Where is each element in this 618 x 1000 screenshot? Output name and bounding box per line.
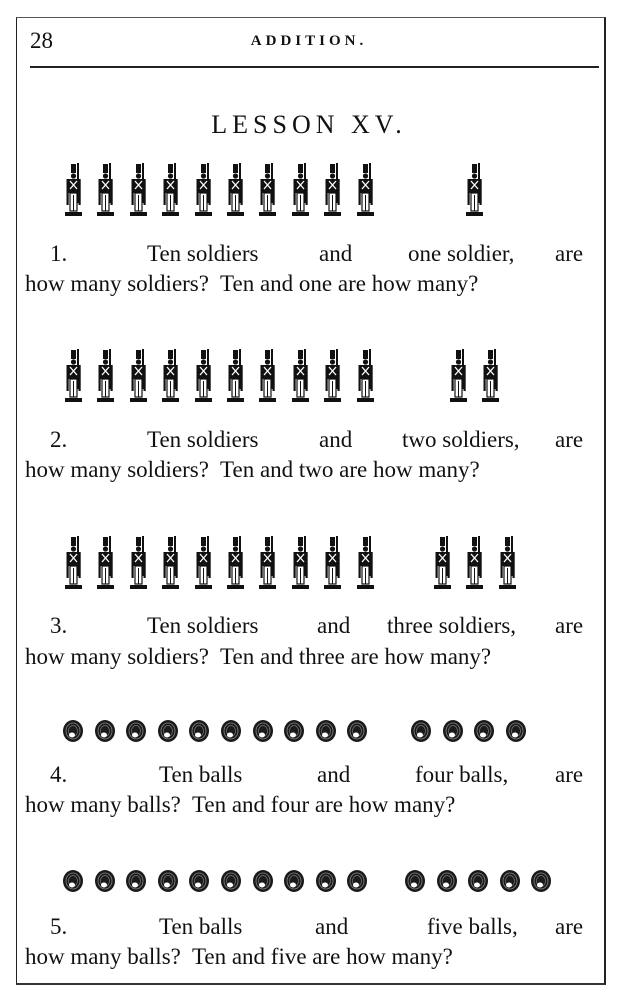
ball-icon (125, 869, 147, 893)
phrase-group-b: five balls, (427, 914, 518, 939)
ball-icon (252, 869, 274, 893)
figure-row-4 (0, 719, 618, 779)
phrase-are: are (555, 762, 584, 787)
phrase-group-a: Ten soldiers (147, 613, 259, 638)
exercise-number: 4. (50, 762, 68, 787)
ball-icon (315, 869, 337, 893)
running-title: ADDITION. (250, 33, 368, 49)
ball-icon (220, 719, 242, 743)
phrase-are: are (555, 914, 584, 939)
ball-icon (346, 869, 368, 893)
exercise-number: 3. (50, 613, 68, 638)
soldier-icon (499, 535, 517, 591)
exercise-4-line-2: how many balls? Ten and four are how many? (25, 792, 456, 817)
phrase-group-a: Ten soldiers (147, 427, 259, 452)
ball-icon (410, 719, 432, 743)
soldier-icon (227, 348, 245, 404)
phrase-and: and (319, 427, 353, 452)
ball-icon (220, 869, 242, 893)
ball-icon (125, 719, 147, 743)
exercise-3-line-2: how many soldiers? Ten and three are how many? (25, 644, 492, 669)
phrase-are: are (555, 613, 584, 638)
soldier-icon (97, 162, 115, 218)
header-rule (30, 66, 599, 68)
exercise-2-line-2: how many soldiers? Ten and two are how many? (25, 457, 480, 482)
ball-icon (94, 869, 116, 893)
soldier-icon (195, 535, 213, 591)
ball-icon (467, 869, 489, 893)
soldier-icon (130, 162, 148, 218)
exercise-number: 5. (50, 914, 68, 939)
ball-icon (157, 869, 179, 893)
ball-icon (442, 719, 464, 743)
soldier-icon (292, 348, 310, 404)
soldier-icon (195, 162, 213, 218)
phrase-group-b: three soldiers, (387, 613, 517, 638)
phrase-group-b: four balls, (415, 762, 509, 787)
ball-icon (346, 719, 368, 743)
soldier-icon (227, 535, 245, 591)
soldier-icon (65, 162, 83, 218)
phrase-and: and (317, 613, 351, 638)
phrase-group-b: one soldier, (408, 241, 515, 266)
lesson-title: LESSON XV. (211, 110, 407, 139)
ball-icon (188, 719, 210, 743)
soldier-icon (65, 535, 83, 591)
phrase-and: and (317, 762, 351, 787)
ball-icon (62, 869, 84, 893)
soldier-icon (65, 348, 83, 404)
soldier-icon (162, 535, 180, 591)
ball-icon (283, 719, 305, 743)
ball-icon (530, 869, 552, 893)
exercise-1-line-2: how many soldiers? Ten and one are how many? (25, 271, 479, 296)
phrase-group-a: Ten balls (159, 914, 243, 939)
soldier-icon (434, 535, 452, 591)
soldier-icon (292, 535, 310, 591)
soldier-icon (97, 348, 115, 404)
phrase-and: and (315, 914, 349, 939)
exercise-number: 2. (50, 427, 68, 452)
soldier-icon (324, 535, 342, 591)
page-number: 28 (30, 28, 53, 53)
soldier-icon (357, 535, 375, 591)
ball-icon (94, 719, 116, 743)
phrase-are: are (555, 241, 584, 266)
soldier-icon (130, 348, 148, 404)
ball-icon (252, 719, 274, 743)
exercise-5-line-2: how many balls? Ten and five are how many? (25, 944, 453, 969)
phrase-and: and (319, 241, 353, 266)
soldier-icon (130, 535, 148, 591)
soldier-icon (482, 348, 500, 404)
ball-icon (499, 869, 521, 893)
soldier-icon (292, 162, 310, 218)
ball-icon (188, 869, 210, 893)
ball-icon (473, 719, 495, 743)
soldier-icon (324, 348, 342, 404)
soldier-icon (357, 348, 375, 404)
ball-icon (505, 719, 527, 743)
soldier-icon (97, 535, 115, 591)
soldier-icon (466, 162, 484, 218)
figure-row-2 (0, 348, 618, 408)
ball-icon (436, 869, 458, 893)
ball-icon (283, 869, 305, 893)
soldier-icon (227, 162, 245, 218)
soldier-icon (259, 535, 277, 591)
soldier-icon (162, 348, 180, 404)
phrase-group-a: Ten balls (159, 762, 243, 787)
ball-icon (315, 719, 337, 743)
soldier-icon (324, 162, 342, 218)
soldier-icon (259, 348, 277, 404)
ball-icon (157, 719, 179, 743)
phrase-group-a: Ten soldiers (147, 241, 259, 266)
ball-icon (62, 719, 84, 743)
figure-row-5 (0, 869, 618, 929)
soldier-icon (450, 348, 468, 404)
ball-icon (404, 869, 426, 893)
soldier-icon (466, 535, 484, 591)
figure-row-3 (0, 535, 618, 595)
phrase-are: are (555, 427, 584, 452)
soldier-icon (259, 162, 277, 218)
exercise-number: 1. (50, 241, 68, 266)
phrase-group-b: two soldiers, (402, 427, 520, 452)
figure-row-1 (0, 162, 618, 222)
soldier-icon (357, 162, 375, 218)
soldier-icon (162, 162, 180, 218)
soldier-icon (195, 348, 213, 404)
